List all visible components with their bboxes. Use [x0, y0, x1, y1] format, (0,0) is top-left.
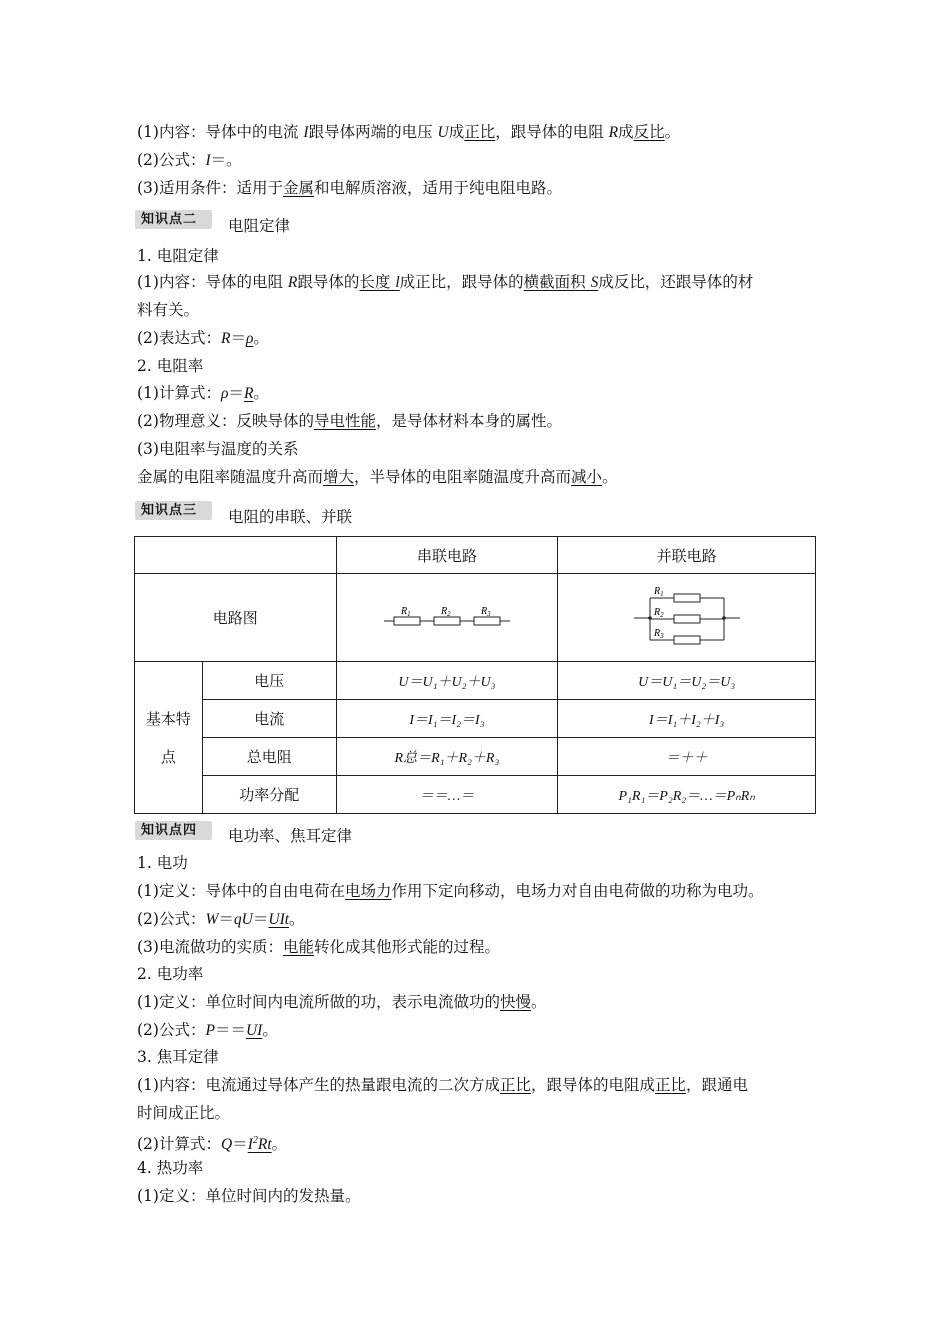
- symbol-rho: ρ: [220, 385, 229, 402]
- text: ，跟导体的电阻: [495, 123, 609, 141]
- group-label-line: 基本特: [145, 709, 191, 728]
- paragraph-line: [137, 411, 562, 431]
- paragraph-line: [137, 1075, 748, 1095]
- parallel-circuit-diagram: [632, 586, 742, 650]
- parallel-power: P₁R₁＝P₂R₂＝…＝PₙRₙ: [558, 776, 816, 814]
- symbol-Q: Q: [220, 1136, 233, 1153]
- text: (1)计算式：: [137, 384, 221, 402]
- symbol-R: R: [220, 330, 231, 347]
- text: (2)公式：: [137, 1021, 206, 1039]
- parallel-total-resistance: ＝＋＋: [558, 738, 816, 776]
- text: 和电解质溶液，适用于纯电阻电路。: [313, 179, 562, 197]
- text: ，半导体的电阻率随温度升高而: [354, 468, 572, 486]
- blank-answer: 导电性能: [313, 412, 376, 430]
- paragraph-line: (3)电阻率与温度的关系: [137, 440, 299, 458]
- text: (2)公式：: [137, 910, 206, 928]
- text: ，跟导体的电阻成: [530, 1076, 655, 1094]
- row-label-total-resistance: 总电阻: [202, 738, 336, 776]
- symbol-qU: qU: [233, 911, 253, 928]
- r3-sub: 3: [487, 609, 491, 618]
- r3-label: R: [480, 605, 488, 617]
- ohm-formula-line: [137, 150, 242, 171]
- ohm-condition-line: [137, 178, 562, 198]
- heading: 1. 电功: [137, 854, 188, 872]
- svg-text:R1: $R_1$: [653, 585, 664, 598]
- text: ，是导体材料本身的属性。: [375, 412, 562, 430]
- text: (2)公式：: [137, 151, 206, 169]
- text: ＝: [252, 910, 269, 928]
- paragraph-line: [137, 992, 547, 1012]
- symbol-P: P: [205, 1022, 215, 1039]
- text: ，跟通电: [686, 1076, 749, 1094]
- text: 成: [448, 123, 465, 141]
- svg-text:R2: $R_2$: [653, 606, 664, 619]
- svg-text:R1: [400, 606, 411, 618]
- text: 跟导体的: [297, 273, 360, 291]
- blank-answer: 增大: [323, 468, 355, 486]
- r1-label: R: [400, 605, 408, 617]
- section-badge: 知识点二: [135, 210, 212, 229]
- parallel-diagram-cell: [558, 574, 816, 662]
- series-diagram-cell: [336, 574, 558, 662]
- text: 。: [664, 123, 681, 141]
- symbol-I: I: [247, 1136, 253, 1153]
- ohm-content-line: [137, 122, 680, 143]
- text: ＝＝: [214, 1021, 246, 1039]
- series-power: ＝＝…＝: [336, 776, 558, 814]
- blank-answer: 电场力: [344, 882, 392, 900]
- blank-answer: 正比: [499, 1076, 531, 1094]
- symbol-U: U: [437, 124, 449, 141]
- text: 作用下定向移动，电场力对自由电荷做的功称为电功。: [391, 882, 764, 900]
- series-current: I＝I₁＝I₂＝I₃: [336, 700, 558, 738]
- group-label-line: 点: [160, 747, 176, 766]
- heading: 2. 电功率: [137, 965, 204, 983]
- symbol-W: W: [205, 911, 219, 928]
- paragraph-line: [137, 467, 618, 487]
- paragraph-line: [137, 909, 305, 930]
- text: 。: [253, 329, 269, 347]
- symbol-l: l: [395, 274, 400, 291]
- text: 成: [618, 123, 634, 141]
- row-label-voltage: 电压: [202, 662, 336, 700]
- series-circuit-diagram: [382, 603, 512, 633]
- text: 。: [253, 384, 269, 402]
- text: ＝: [230, 329, 246, 347]
- blank-answer: 反比: [633, 123, 665, 141]
- paragraph-line: [137, 272, 753, 293]
- text: (2)表达式：: [137, 329, 221, 347]
- svg-text:R2: [440, 606, 451, 618]
- text: 成正比，跟导体的: [399, 273, 524, 291]
- symbol-R: R: [608, 124, 619, 141]
- paragraph-line: (1)定义：单位时间内的发热量。: [137, 1187, 361, 1205]
- text: 。: [262, 1021, 278, 1039]
- text: ＝: [218, 910, 234, 928]
- paragraph-line: 时间成正比。: [137, 1104, 231, 1122]
- header-parallel: 并联电路: [558, 537, 816, 574]
- blank-answer: 正比: [655, 1076, 687, 1094]
- text: (1)定义：单位时间内电流所做的功，表示电流做功的: [137, 993, 500, 1011]
- series-total-resistance: R总＝R₁＋R₂＋R₃: [336, 738, 558, 776]
- series-voltage: U＝U₁＋U₂＋U₃: [336, 662, 558, 700]
- blank-answer: [248, 1136, 272, 1153]
- text: 成反比，还跟导体的材: [598, 273, 754, 291]
- section-title: 电阻定律: [228, 217, 291, 235]
- blank-answer: 电能: [282, 938, 314, 956]
- text: 长度: [359, 273, 396, 291]
- blank-answer: UIt: [268, 911, 290, 928]
- heading: 3. 焦耳定律: [137, 1048, 219, 1066]
- svg-text:R3: [480, 606, 491, 618]
- text: (2)计算式：: [137, 1135, 221, 1153]
- symbol-Rt: Rt: [257, 1136, 272, 1153]
- blank-answer: 金属: [282, 179, 314, 197]
- heading: 1. 电阻定律: [137, 247, 219, 265]
- blank-answer: 正比: [464, 123, 496, 141]
- row-label-diagram: 电路图: [135, 574, 337, 662]
- paragraph-line: 料有关。: [137, 301, 200, 319]
- text: ＝: [228, 384, 244, 402]
- section-title: 电功率、焦耳定律: [228, 827, 353, 845]
- text: 。: [271, 1135, 288, 1153]
- text: 金属的电阻率随温度升高而: [137, 468, 324, 486]
- paragraph-line: [137, 328, 269, 349]
- r2-sub: 2: [447, 609, 451, 618]
- symbol-I: I: [205, 152, 211, 169]
- circuit-comparison-table: [134, 536, 816, 814]
- symbol-I: I: [303, 124, 309, 141]
- blank-answer: [524, 273, 599, 291]
- section-badge: 知识点四: [135, 821, 212, 840]
- r2-label: R: [440, 605, 448, 617]
- text: 跟导体两端的电压: [308, 123, 438, 141]
- paragraph-line: [137, 937, 500, 957]
- section-title: 电阻的串联、并联: [228, 508, 353, 526]
- blank-answer: 快慢: [499, 993, 531, 1011]
- row-label-power: 功率分配: [202, 776, 336, 814]
- text: (3)适用条件：适用于: [137, 179, 283, 197]
- row-label-current: 电流: [202, 700, 336, 738]
- group-label-cell: [135, 662, 203, 814]
- paragraph-line: [137, 383, 269, 404]
- symbol-S: S: [590, 274, 599, 291]
- text: 。: [289, 910, 305, 928]
- text: (1)内容：电流通过导体产生的热量跟电流的二次方成: [137, 1076, 500, 1094]
- text: (3)电流做功的实质：: [137, 938, 283, 956]
- text: 转化成其他形式能的过程。: [313, 938, 500, 956]
- r1-sub: 1: [407, 609, 411, 618]
- blank-answer: R: [243, 385, 254, 402]
- section-badge: 知识点三: [135, 501, 212, 520]
- paragraph-line: [137, 1020, 278, 1041]
- text: (1)内容：导体的电阻: [137, 273, 288, 291]
- text: (2)物理意义：反映导体的: [137, 412, 314, 430]
- paragraph-line: [137, 881, 764, 901]
- blank-answer: UI: [245, 1022, 263, 1039]
- superscript: 2: [252, 1135, 258, 1146]
- text: (1)内容：导体中的电流: [137, 123, 304, 141]
- parallel-current: I＝I₁＋I₂＋I₃: [558, 700, 816, 738]
- text: (1)定义：导体中的自由电荷在: [137, 882, 345, 900]
- blank-answer: ρ: [245, 330, 254, 347]
- text: 。: [602, 468, 618, 486]
- text: 。: [530, 993, 547, 1011]
- text: ＝: [232, 1135, 248, 1153]
- text: 横截面积: [523, 273, 591, 291]
- paragraph-line: [137, 1131, 287, 1155]
- symbol-R: R: [287, 274, 298, 291]
- heading: 2. 电阻率: [137, 357, 204, 375]
- svg-text:R3: $R_3$: [653, 627, 664, 640]
- header-series: 串联电路: [336, 537, 558, 574]
- header-empty-cell: [135, 537, 337, 574]
- parallel-voltage: U＝U₁＝U₂＝U₃: [558, 662, 816, 700]
- heading: 4. 热功率: [137, 1159, 204, 1177]
- blank-answer: [359, 273, 399, 291]
- blank-answer: 减小: [571, 468, 603, 486]
- text: ＝。: [210, 151, 242, 169]
